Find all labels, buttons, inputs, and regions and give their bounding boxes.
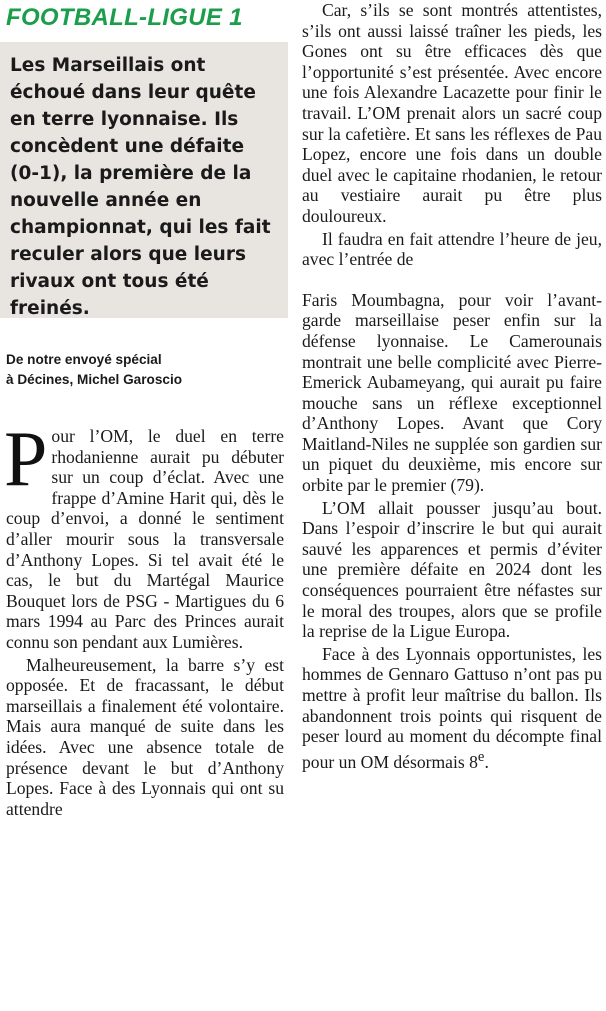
- paragraph-1: [4, 415, 284, 653]
- paragraph-4: Il faudra en fait attendre l’heure de jeu, avec l’entrée de: [302, 228, 602, 270]
- dropcap: P: [4, 415, 48, 502]
- byline: [6, 350, 288, 390]
- right-column: [302, 0, 602, 774]
- paragraph-7: [302, 644, 602, 772]
- paragraph-3: Car, s’ils se sont montrés attentistes, s’ils ont aussi laissé traîner les pieds, les Gones ont su être efficaces dès que l’opportunité s’est présentée. Avec encore une fois Alexandre Lacazette pour finir le travail. L’OM prenait alors un sacré coup sur la cafetière. Et sans les réflexes de Pau Lopez, encore une fois dans un double duel avec le capitaine rhodanien, le retour au vestiaire aurait pu être plus douloureux.: [302, 0, 602, 226]
- byline-line1: De notre envoyé spécial: [6, 352, 162, 367]
- paragraph-7-text: Face à des Lyonnais opportunistes, les hommes de Gennaro Gattuso n’ont pas pu mettre à profit leur maîtrise du ballon. Ils abandonnent trois points qui risquent de peser lourd au moment du décompte final pour un OM désormais 8: [302, 643, 602, 772]
- ordinal-suffix: e: [477, 748, 485, 765]
- intro-box: [0, 42, 288, 318]
- byline-line2: à Décines, Michel Garoscio: [6, 372, 183, 387]
- left-column: [0, 0, 288, 1011]
- article-body-right: [302, 0, 602, 772]
- paragraph-7-end: .: [484, 751, 489, 772]
- paragraph-2: Malheureusement, la barre s’y est opposée. Et de fracassant, le début marseillais a finalement été volontaire. Mais aura manqué de suite dans les idées. Avec une absence totale de présence devant le but d’Anthony Lopes. Face à des Lyonnais qui ont su attendre: [6, 654, 284, 819]
- article-body-left: [4, 415, 284, 819]
- intro-text: Les Marseillais ont échoué dans leur quête en terre lyonnaise. Ils concèdent une défaite (0-1), la première de la nouvelle année en championnat, qui les fait reculer alors que leurs rivaux ont tous été freinés.: [10, 55, 271, 319]
- section-kicker: FOOTBALL-LIGUE 1: [6, 4, 243, 31]
- paragraph-6: L’OM allait pousser jusqu’au bout. Dans l’espoir d’inscrire le but qui aurait sauvé les apparences et permis d’éviter une première défaite en 2024 dont les conséquences pourraient être néfastes sur le moral des troupes, alors que se profile la reprise de la Ligue Europa.: [302, 497, 602, 642]
- paragraph-1-text: our l’OM, le duel en terre rhodanienne aurait pu débuter sur un coup d’éclat. Avec une frappe d’Amine Harit qui, dès le coup d’envoi, a donné le sentiment d’aller mourir sous la transversale d’Anthony Lopes. Si tel avait été le cas, le but du Martégal Maurice Bouquet lors de PSG - Martigues du 6 mars 1994 au Parc des Princes aurait connu son pendant aux Lumières.: [6, 426, 284, 652]
- paragraph-5: Faris Moumbagna, pour voir l’avant-garde marseillaise peser enfin sur la défense lyonnaise. Le Camerounais montrait une belle complicité avec Pierre-Emerick Aubameyang, qui aurait pu faire mouche sans un réflexe exceptionnel d’Anthony Lopes. Avant que Cory Maitland-Niles ne supplée son gardien sur un piquet du deuxième, mis encore sur orbite par le premier (79).: [302, 289, 602, 496]
- column-gap: [302, 272, 602, 290]
